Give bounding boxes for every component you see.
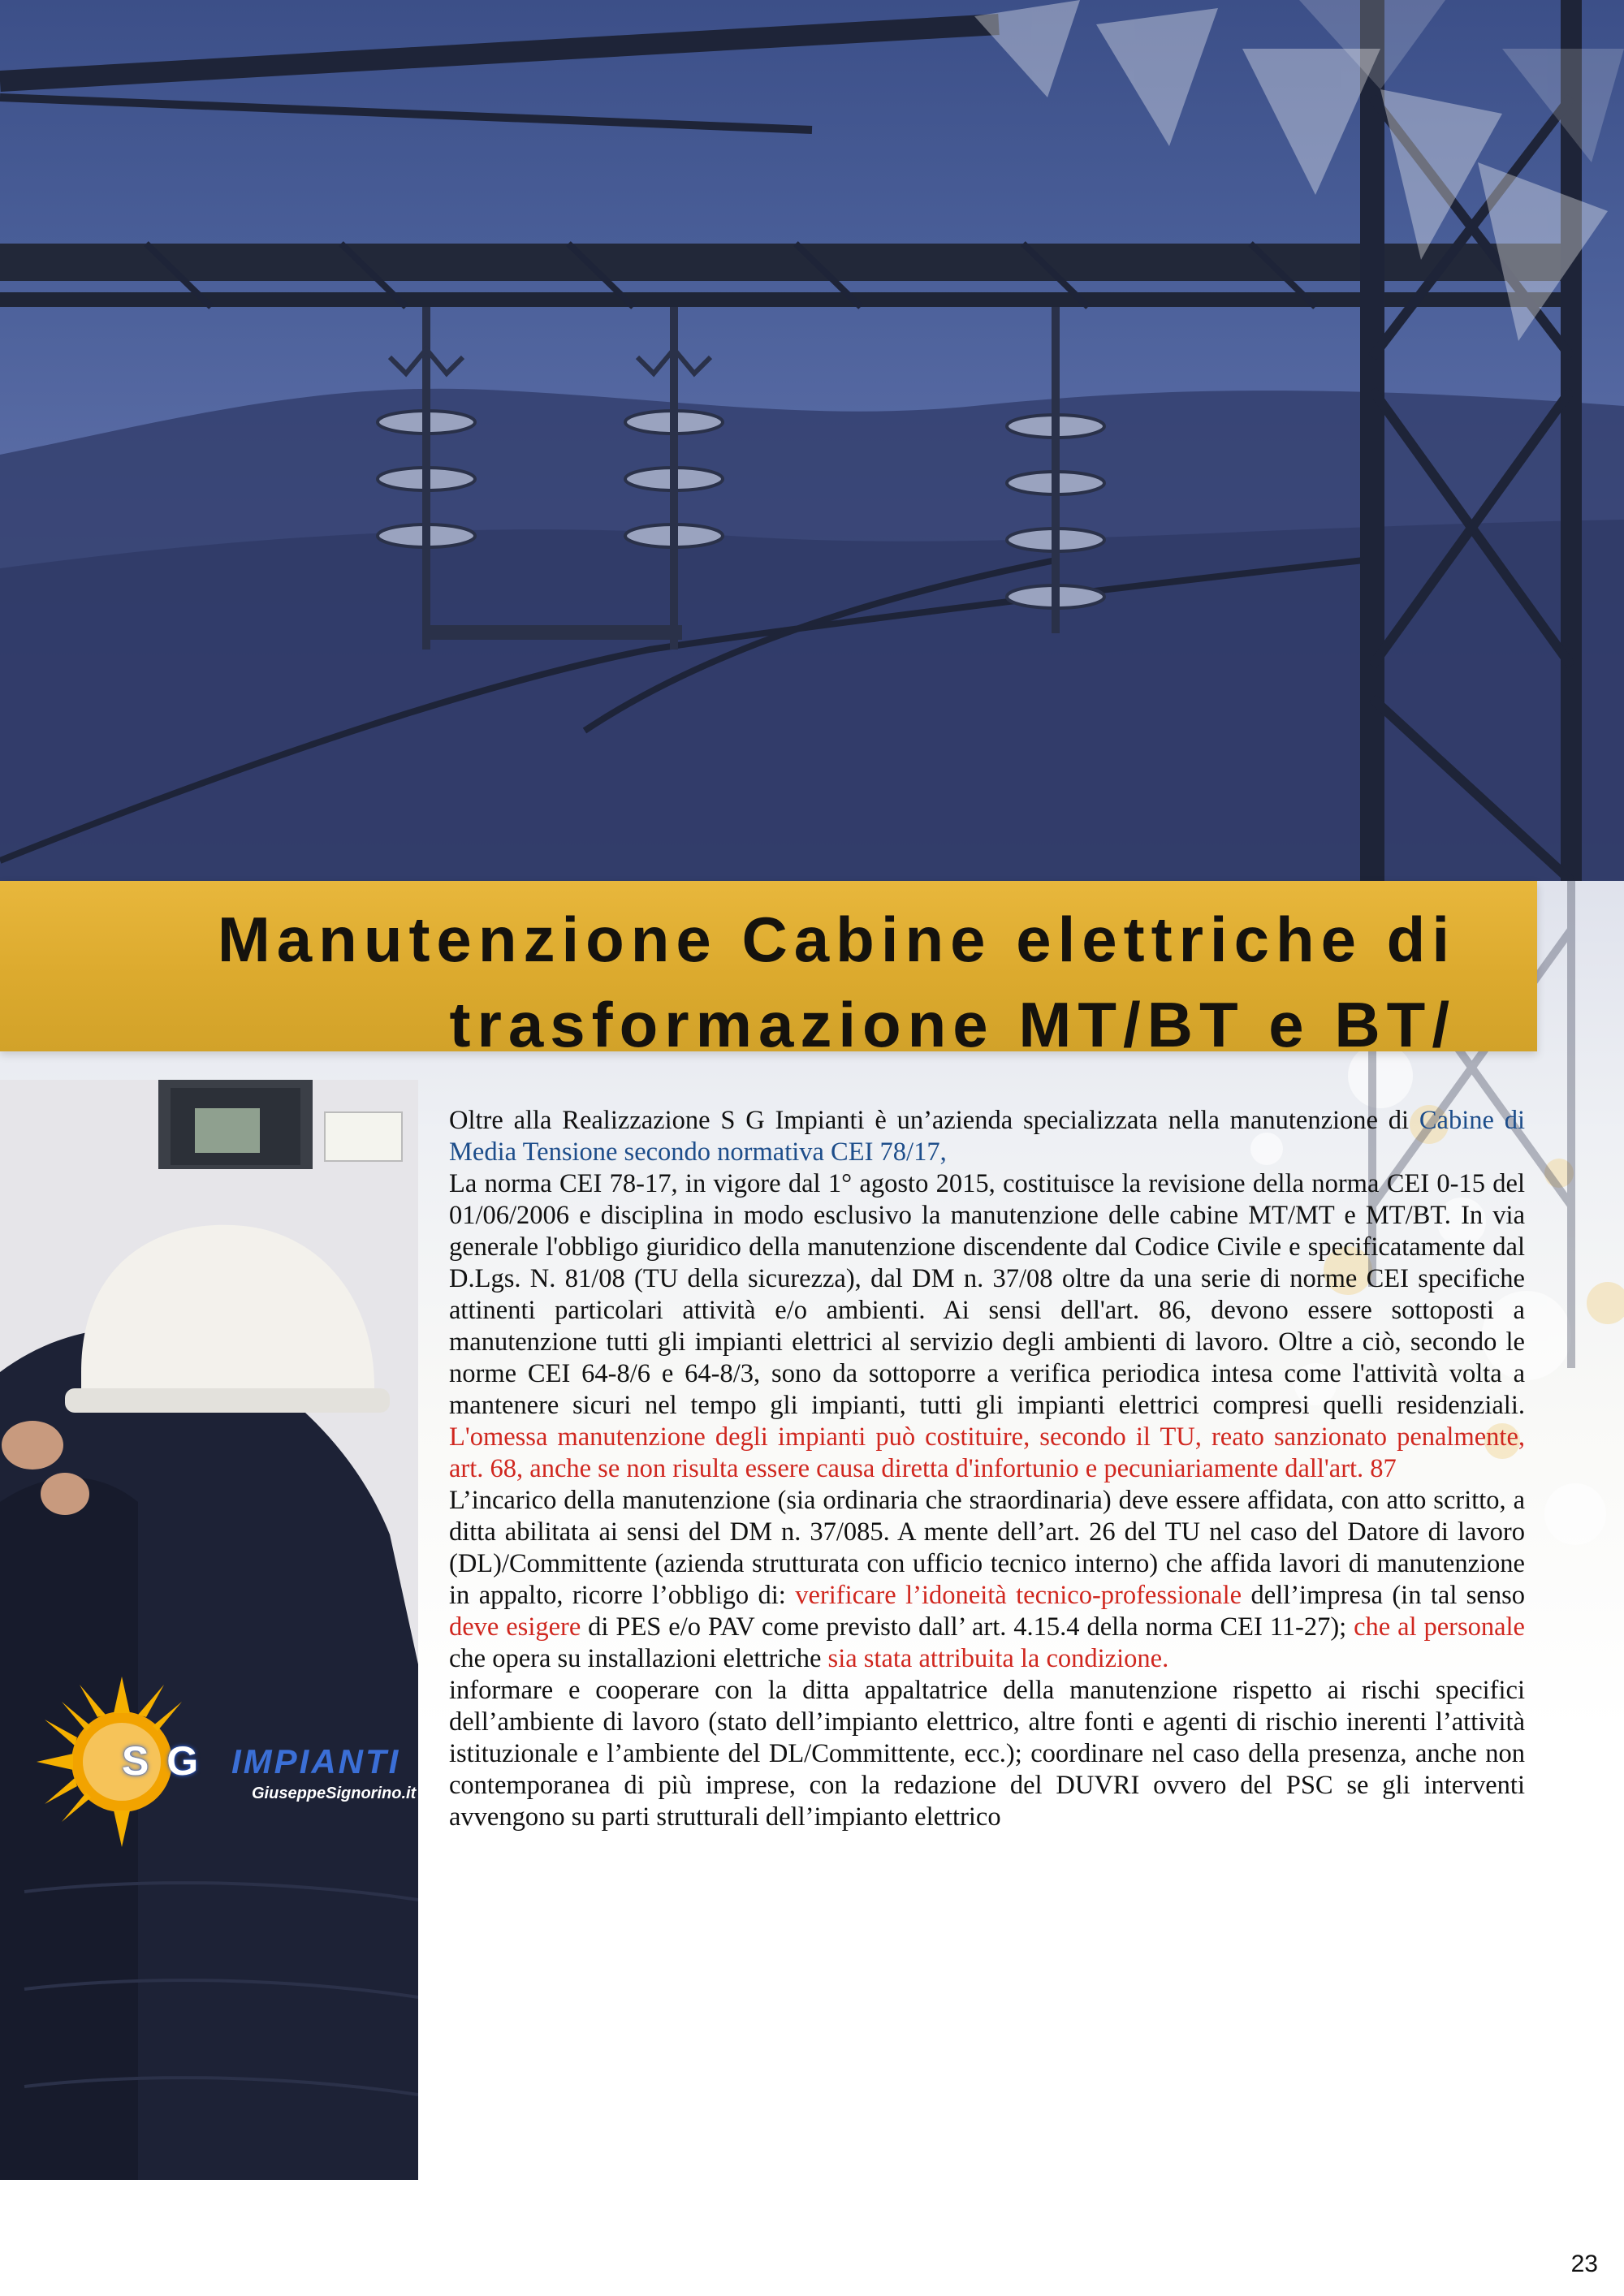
title-banner <box>0 881 1537 1060</box>
intro-text: Oltre alla Realizzazione S G Impianti è un’azienda specializzata nella manutenzione di <box>449 1106 1419 1135</box>
incarico-highlight-2: deve esigere <box>449 1612 581 1642</box>
norma-text: La norma CEI 78-17, in vigore dal 1° agosto 2015, costituisce la revisione della norma CEI 0-15 del 01/06/2006 e disciplina in modo esclusivo la manutenzione delle cabine MT/MT e MT/BT. In via generale l'obbligo giuridico della manutenzione discendente dal Codice Civile e specificatamente dal D.Lgs. N. 81/08 (TU della sicurezza), dal DM n. 37/08 oltre da una serie di norme CEI specifiche attinenti particolari attività e/o ambienti. Ai sensi dell'art. 86, devono essere sottoposti a manutenzione tutti gli impianti elettrici al servizio degli ambienti di lavoro. Oltre a ciò, secondo le norme CEI 64-8/6 e 64-8/3, sono da sottoporre a verifica periodica intesa come l'attività volta a mantenere sicuri nel tempo gli impianti, tutti gli impianti elettrici compresi quelli residenziali. <box>449 1169 1525 1420</box>
worker-photo <box>0 1080 418 2180</box>
page-title <box>218 897 1456 1068</box>
incarico-text-1: L’incarico della manutenzione (sia ordinaria che straordinaria) deve essere affidata, con atto scritto, a ditta abilitata ai sensi del DM n. 37/085. A mente dell’art. 26 del TU nel caso del Datore di lavoro (DL)/Committente (azienda strutturata con ufficio tecnico interno) che affida lavori di manutenzione in appalto, ricorre l’obbligo di: <box>449 1486 1525 1610</box>
norma-highlight: L'omessa manutenzione degli impianti può costituire, secondo il TU, reato sanzionato penalmente, art. 68, anche se non risulta essere causa diretta d'infortunio e pecuniariamente dall'art. 87 <box>449 1422 1525 1483</box>
paragraph-intro <box>449 1105 1525 1168</box>
page-number: 23 <box>1570 2251 1598 2277</box>
incarico-text-3: di PES e/o PAV come previsto dall’ art. 4.15.4 della norma CEI 11-27); <box>581 1612 1354 1642</box>
hero-photo-power-line <box>0 0 1624 881</box>
paragraph-norma <box>449 1168 1525 1485</box>
article-body <box>449 1105 1525 1833</box>
logo-tagline: GiuseppeSignorino.it <box>252 1785 417 1802</box>
informare-text: informare e cooperare con la ditta appaltatrice della manutenzione rispetto ai rischi specifici dell’ambiente di lavoro (stato dell’impianto elettrico, altre fonti e agenti di rischio inerenti l’attività istituzionale e l’ambiente del DL/Committente, ecc.); coordinare nel caso della presenza, anche non contemporanea di più imprese, con la redazione del DUVRI ovvero del PSC se gli interventi avvengono su parti strutturali dell’impianto elettrico <box>449 1676 1525 1832</box>
logo-brand-right: IMPIANTI <box>231 1742 401 1780</box>
incarico-text-4: che opera su installazioni elettriche <box>449 1644 828 1673</box>
page-title-line-1: Manutenzione Cabine elettriche di <box>217 904 1456 975</box>
paragraph-incarico <box>449 1485 1525 1675</box>
logo-brand-left: S G <box>122 1738 202 1784</box>
incarico-highlight-4: sia stata attribuita la condizione. <box>827 1644 1169 1673</box>
incarico-text-2: dell’impresa (in tal senso <box>1242 1581 1525 1610</box>
intro-highlight-link: Cabine di Media Tensione secondo normativa CEI 78/17, <box>449 1106 1525 1167</box>
page-title-line-2: trasformazione MT/BT e BT/ <box>449 989 1456 1060</box>
paragraph-informare <box>449 1675 1525 1833</box>
worker-illustration <box>0 1080 418 2180</box>
incarico-highlight-3: che al personale <box>1354 1612 1525 1642</box>
incarico-highlight-1: verificare l’idoneità tecnico-professionale <box>795 1581 1242 1610</box>
hero-illustration <box>0 0 1624 881</box>
company-logo <box>122 1737 422 1810</box>
